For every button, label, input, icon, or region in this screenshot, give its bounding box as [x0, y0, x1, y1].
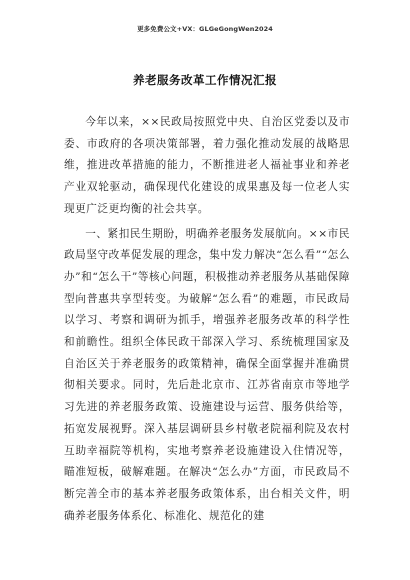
- paragraph-intro: 今年以来，××民政局按照党中央、自治区党委以及市委、市政府的各项决策部署，着力强化推动发展的战略思维，推进改革措施的能力，不断推进老人福祉事业和养老产业双轮驱动，确保现代化建设的成果惠及每一位老人实现更广泛更均衡的社会共享。: [64, 116, 350, 215]
- paragraph-section-1: 一、紧扣民生期盼，明确养老服务发展航向。××市民政局坚守改革促发展的理念，集中发力解决“怎么看”“怎么办”和“怎么干”等核心问题，积极推动养老服务从基础保障型向普惠共享型转变。为破解“怎么看”的难题，市民政局以学习、考察和调研为抓手，增强养老服务改革的科学性和前瞻性。组织全体民政干部深入学习、系统梳理国家及自治区关于养老服务的政策精神，确保全面掌握并准确贯彻相关要求。同时，先后赴北京市、江苏省南京市等地学习先进的养老服务政策、设施建设与运营、服务供给等，拓宽发展视野。深入基层调研县乡村敬老院福利院及农村互助幸福院等机构，实地考察养老设施建设入住情况等，瞄准短板，破解难题。在解决“怎么办”方面，市民政局不断完善全市的基本养老服务政策体系，出台相关文件，明确养老服务体系化、标准化、规范化的建: [64, 227, 350, 522]
- document-title: 养老服务改革工作情况汇报: [133, 73, 277, 87]
- header-note: 更多免费公文+VX：GLGeGongWen2024: [137, 25, 273, 33]
- document-body: [64, 112, 350, 530]
